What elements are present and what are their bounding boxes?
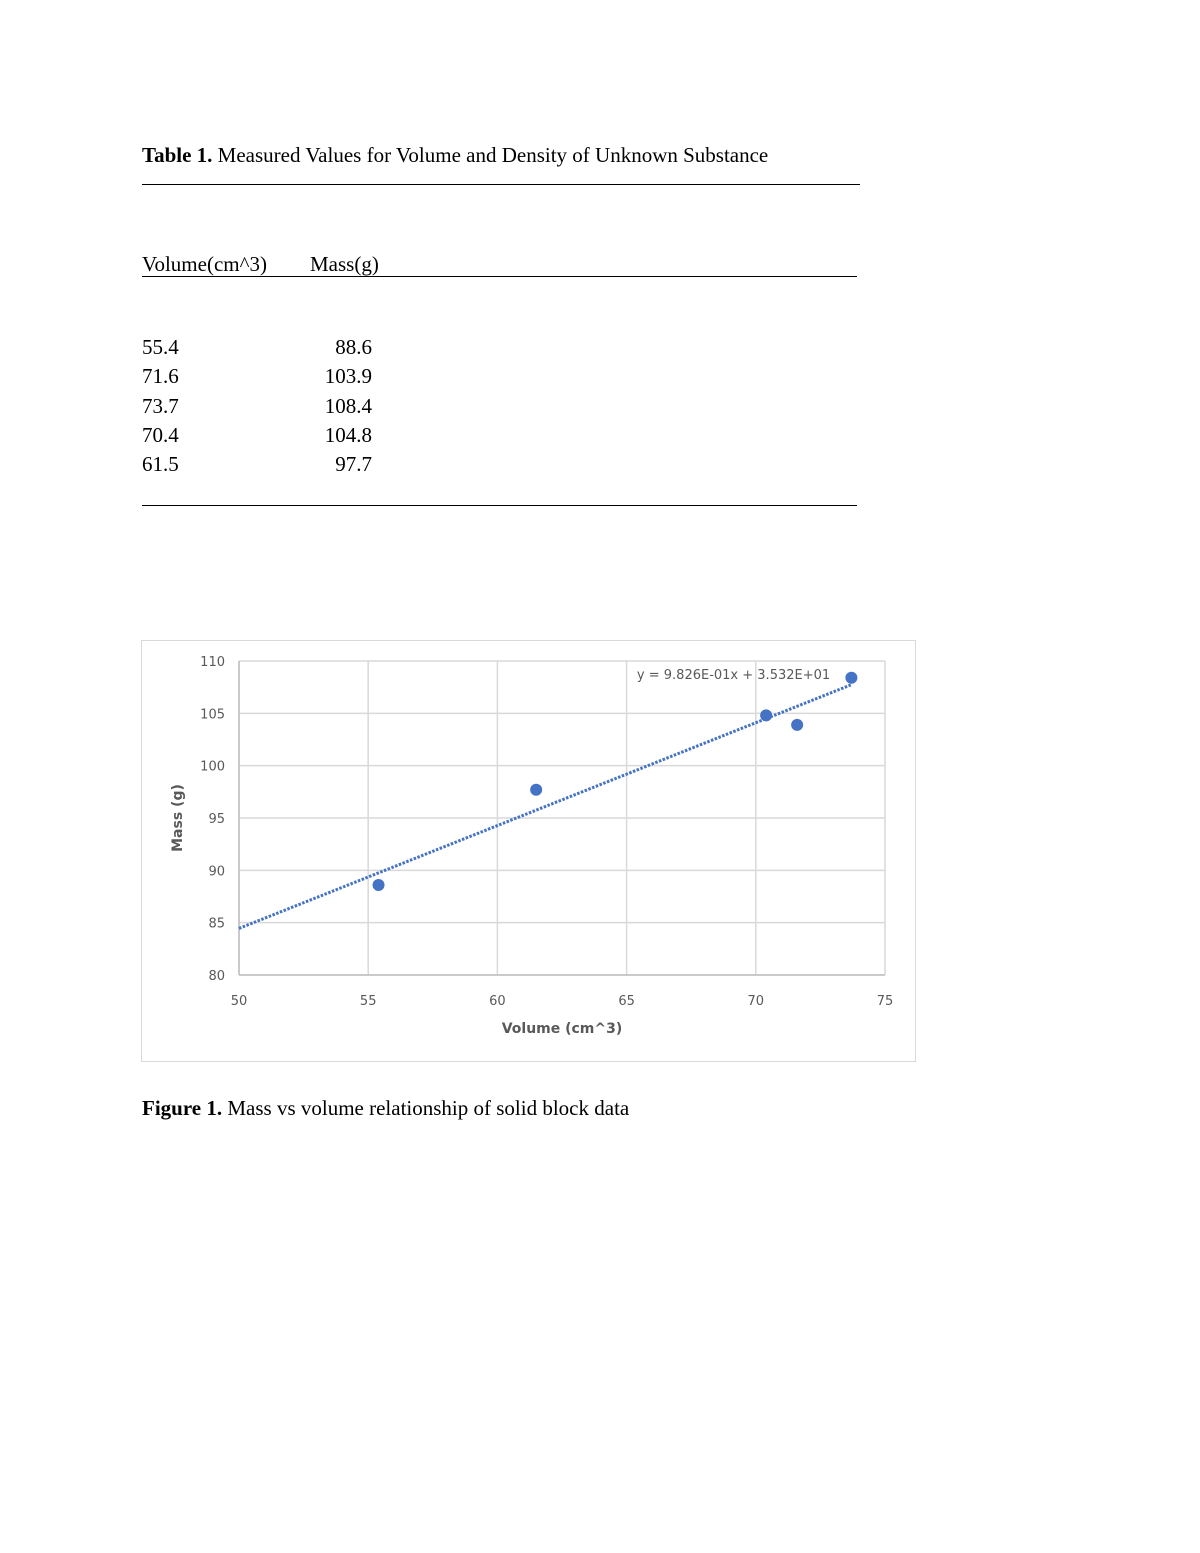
data-point: [845, 672, 857, 684]
table-row: [142, 392, 542, 421]
table-header-rule: [142, 276, 857, 277]
cell-volume: 70.4: [142, 422, 179, 447]
cell-mass: 97.7: [335, 452, 372, 477]
y-tick-label: 80: [208, 969, 225, 984]
figure-caption-label: Figure 1.: [142, 1096, 223, 1120]
cell-mass: 108.4: [324, 393, 372, 418]
trendline: [239, 685, 851, 929]
y-tick-label: 100: [200, 759, 225, 775]
x-tick-label: 55: [359, 994, 377, 1009]
data-point: [373, 879, 385, 891]
y-tick-label: 95: [208, 812, 225, 827]
cell-volume: 73.7: [142, 393, 179, 418]
table-row: [142, 421, 542, 450]
table-body: [142, 333, 542, 479]
table-caption: [142, 143, 768, 168]
x-tick-label: 75: [876, 994, 894, 1009]
data-point: [760, 709, 772, 721]
table-row: [142, 362, 542, 391]
x-tick-label: 60: [489, 994, 506, 1009]
cell-volume: 55.4: [142, 335, 179, 359]
figure-caption: [142, 1096, 629, 1121]
table-bottom-rule: [142, 505, 857, 506]
y-tick-label: 105: [200, 707, 225, 723]
figure-caption-text: Mass vs volume relationship of solid block data: [222, 1096, 630, 1120]
column-header-mass: Mass(g): [310, 252, 379, 276]
x-tick-label: 70: [747, 994, 765, 1009]
chart-frame: [141, 640, 916, 1062]
cell-volume: 61.5: [142, 452, 179, 477]
cell-mass: 103.9: [324, 364, 372, 389]
x-axis-title: Volume (cm^3): [501, 1021, 623, 1037]
table-caption-label: Table 1.: [142, 143, 213, 167]
data-point: [530, 784, 542, 796]
scatter-chart: [142, 641, 917, 1063]
table-top-rule: [142, 184, 860, 185]
cell-mass: 104.8: [324, 422, 372, 447]
x-tick-label: 65: [618, 994, 635, 1009]
table-caption-text: Measured Values for Volume and Density of Unknown Substance: [212, 143, 769, 167]
y-tick-label: 90: [208, 864, 225, 880]
y-tick-label: 110: [200, 655, 225, 670]
cell-mass: 88.6: [335, 335, 372, 359]
x-tick-label: 50: [230, 994, 248, 1009]
table-row: [142, 333, 542, 362]
y-axis-title: Mass (g): [170, 784, 186, 852]
trendline-equation: y = 9.826E-01x + 3.532E+01: [636, 667, 831, 683]
y-tick-label: 85: [208, 916, 225, 932]
column-header-volume: Volume(cm^3): [142, 252, 267, 276]
data-point: [791, 719, 803, 731]
table-row: [142, 450, 542, 479]
cell-volume: 71.6: [142, 364, 179, 389]
